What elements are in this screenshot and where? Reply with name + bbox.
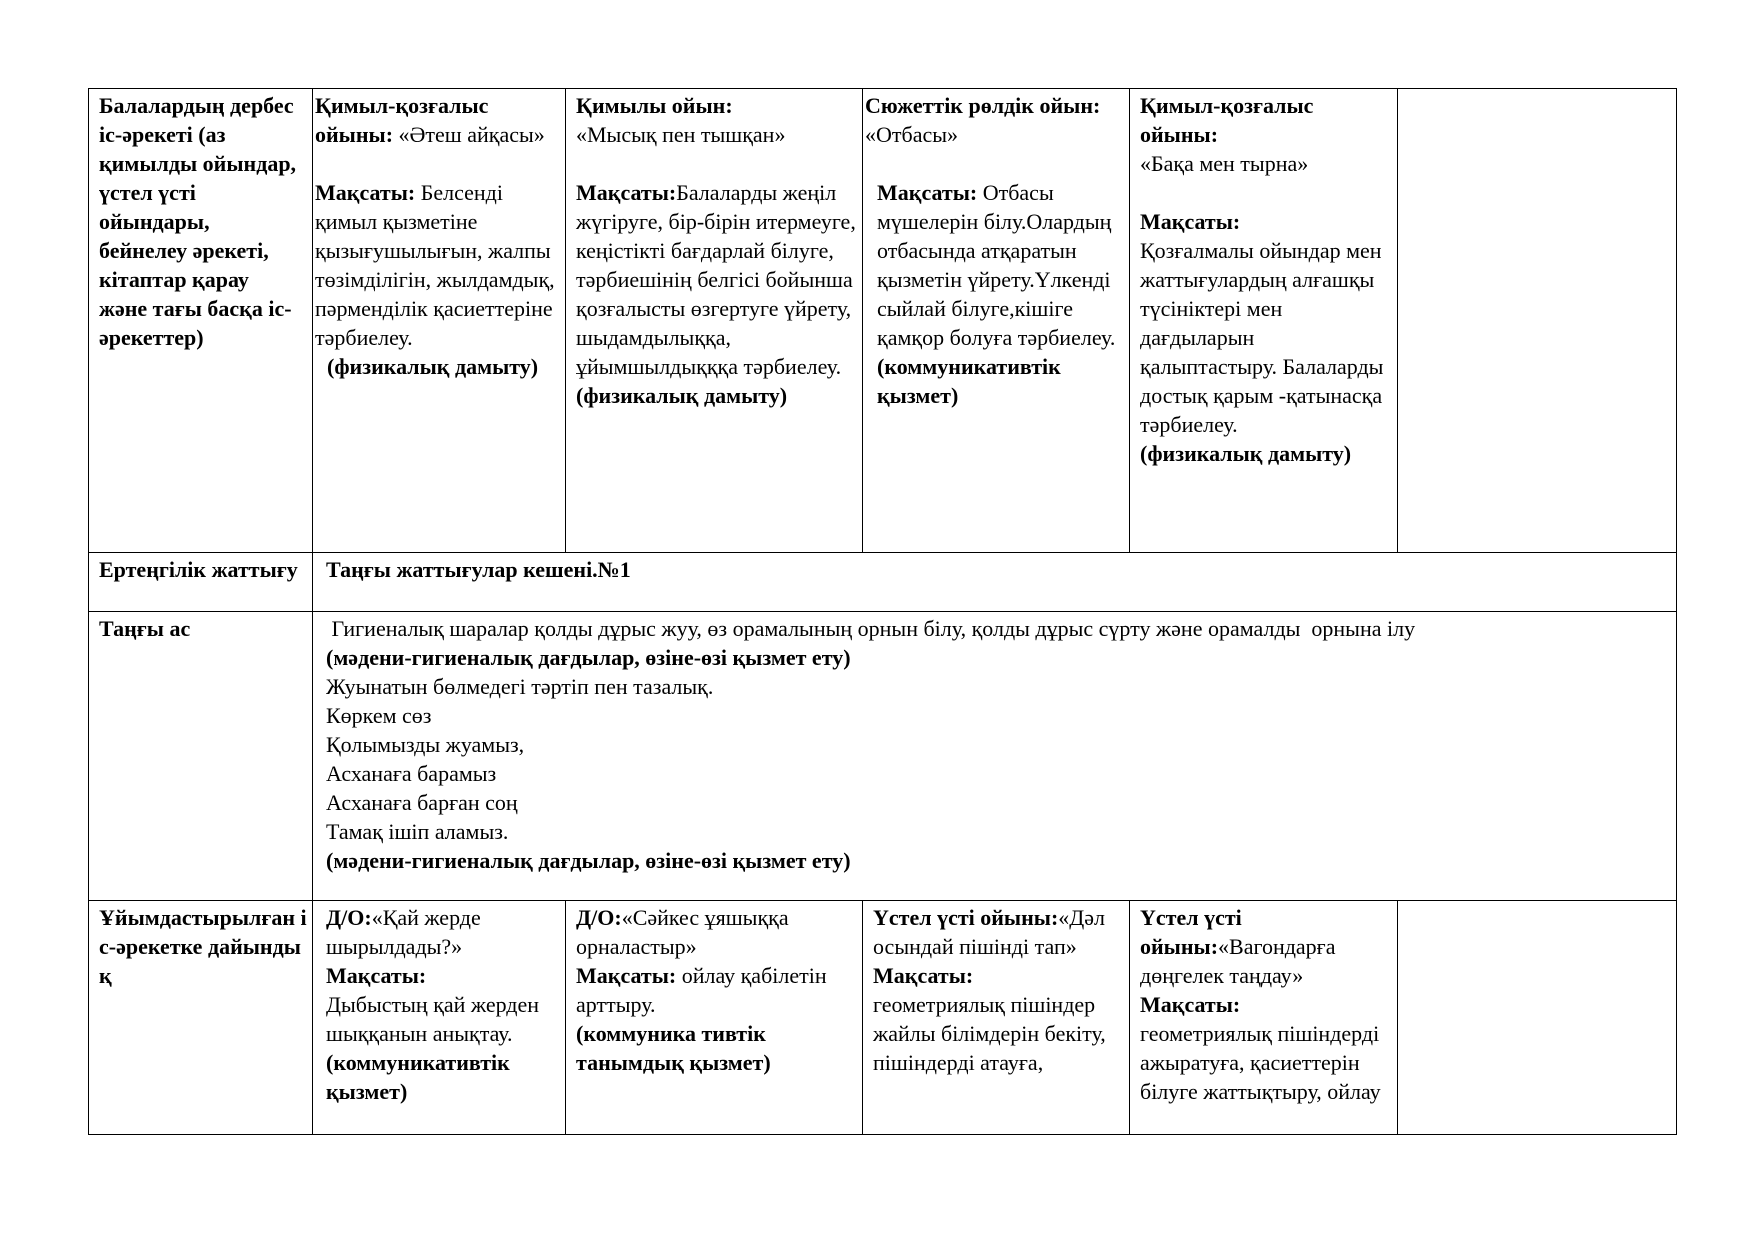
game-type: Д/О: [326,905,372,930]
development-area: (физикалық дамыту) [327,354,539,379]
row-header-text: Балалардың дербес іс-әрекеті (аз қимылды ойындар, үстел үсті ойындары, бейнелеу әрекеті, кітаптар қарау және тағы басқа іс-әрекеттер) [99,93,302,350]
cell-row1-col4 [1129,88,1398,553]
game-type: Қимыл-қозғалыс ойыны: [1140,93,1319,147]
row-header-independent-activity [88,88,313,553]
poem-title: Көркем сөз [326,703,432,728]
cell-row3-content [312,611,1677,901]
development-area: (коммуника тивтік танымдық қызмет) [576,1021,772,1075]
goal-label: Мақсаты: [1140,209,1241,234]
cell-row2-content [312,552,1677,612]
development-area: (коммуникативтік қызмет) [877,354,1072,408]
row-header-text: Ертеңгілік жаттығу [99,557,298,582]
game-name: «Мысық пен тышқан» [576,122,786,147]
goal-label: Мақсаты: [315,180,416,205]
poem-line: Асханаға барған соң [326,790,518,815]
game-name: «Әтеш айқасы» [393,122,545,147]
game-name: «Вагондарға дөңгелек таңдау» [1140,934,1341,988]
goal-text: Белсенді қимыл қызметіне қызығушылығын, жалпы төзімділігін, жылдамдық, пәрменділік қасиеттеріне тәрбиелеу. [315,180,561,350]
game-type: Үстел үсті ойыны: [1140,905,1248,959]
exercise-complex: Таңғы жаттығулар кешені.№1 [326,557,631,582]
goal-text: Отбасы мүшелерін білу.Олардың отбасында атқаратын қызметін үйрету.Үлкенді сыйлай білуге,кішіге қамқор болуға тәрбиелеу. [877,180,1117,350]
poem-line: Қолымызды жуамыз, [326,732,525,757]
game-type: Қимылы ойын: [576,93,733,118]
development-area: (физикалық дамыту) [1140,441,1352,466]
cell-row1-col2 [565,88,863,553]
goal-label: Мақсаты: [326,963,427,988]
goal-text: Дыбыстың қай жерден шыққанын анықтау. [326,992,545,1046]
row-header-text: Таңғы ас [99,616,191,641]
row-header-morning-exercise [88,552,313,612]
goal-text: ойлау қабілетін арттыру. [576,963,833,1017]
development-area: (мәдени-гигиеналық дағдылар, өзіне-өзі қызмет ету) [326,645,851,670]
order-text: Жуынатын бөлмедегі тәртіп пен тазалық. [326,674,714,699]
poem-line: Тамақ ішіп аламыз. [326,819,509,844]
game-type: Д/О: [576,905,622,930]
development-area: (мәдени-гигиеналық дағдылар, өзіне-өзі қызмет ету) [326,848,851,873]
cell-row4-col2 [565,900,863,1135]
game-name: «Қай жерде шырылдады?» [326,905,487,959]
cell-row1-col5 [1397,88,1677,553]
goal-text: Қозғалмалы ойындар мен жаттығулардың алғашқы түсініктері мен дағдыларын қалыптастыру. Балаларды достық қарым -қатынасқа тәрбиелеу. [1140,238,1389,437]
goal-text: Балаларды жеңіл жүгіруге, бір-бірін итермеуге, кеңістікті бағдарлай білуге, тәрбиешінің белгісі бойынша қозғалысты өзгертуге үйрету, шыдамдылыққа, ұйымшылдықққа тәрбиелеу. [576,180,862,379]
row-header-text: Ұйымдастырылған іс-әрекетке дайындық [99,905,307,988]
game-type: Үстел үсті ойыны: [873,905,1059,930]
goal-text: геометриялық пішіндерді ажыратуға, қасиеттерін білуге жаттықтыру, ойлау [1140,1021,1385,1104]
goal-label: Мақсаты: [576,963,677,988]
game-name: «Дәл осындай пішінді тап» [873,905,1111,959]
game-name: «Бақа мен тырна» [1140,151,1309,176]
row-header-preparation [88,900,313,1135]
goal-label: Мақсаты: [576,180,677,205]
game-type: Қимыл-қозғалыс ойыны: [315,93,494,147]
game-name: «Отбасы» [865,93,1106,147]
goal-label: Мақсаты: [877,180,978,205]
row-header-breakfast [88,611,313,901]
cell-row4-col5 [1397,900,1677,1135]
poem-line: Асханаға барамыз [326,761,497,786]
cell-row4-col4 [1129,900,1398,1135]
goal-label: Мақсаты: [1140,992,1241,1017]
development-area: (физикалық дамыту) [576,354,847,408]
development-area: (коммуникативтік қызмет) [326,1050,521,1104]
game-type: Сюжеттік рөлдік ойын: [865,93,1101,118]
cell-row1-col1 [312,88,566,553]
cell-row4-col3 [862,900,1130,1135]
game-name: «Сәйкес ұяшыққа орналастыр» [576,905,795,959]
goal-text: геометриялық пішіндер жайлы білімдерін бекіту, пішіндерді атауға, [873,992,1112,1075]
hygiene-text: Гигиеналық шаралар қолды дұрыс жуу, өз орамалының орнын білу, қолды дұрыс сүрту және орамалды орнына ілу [326,616,1416,641]
goal-label: Мақсаты: [873,963,974,988]
cell-row4-col1 [312,900,566,1135]
schedule-table [89,89,1677,1135]
cell-row1-col3 [862,88,1130,553]
